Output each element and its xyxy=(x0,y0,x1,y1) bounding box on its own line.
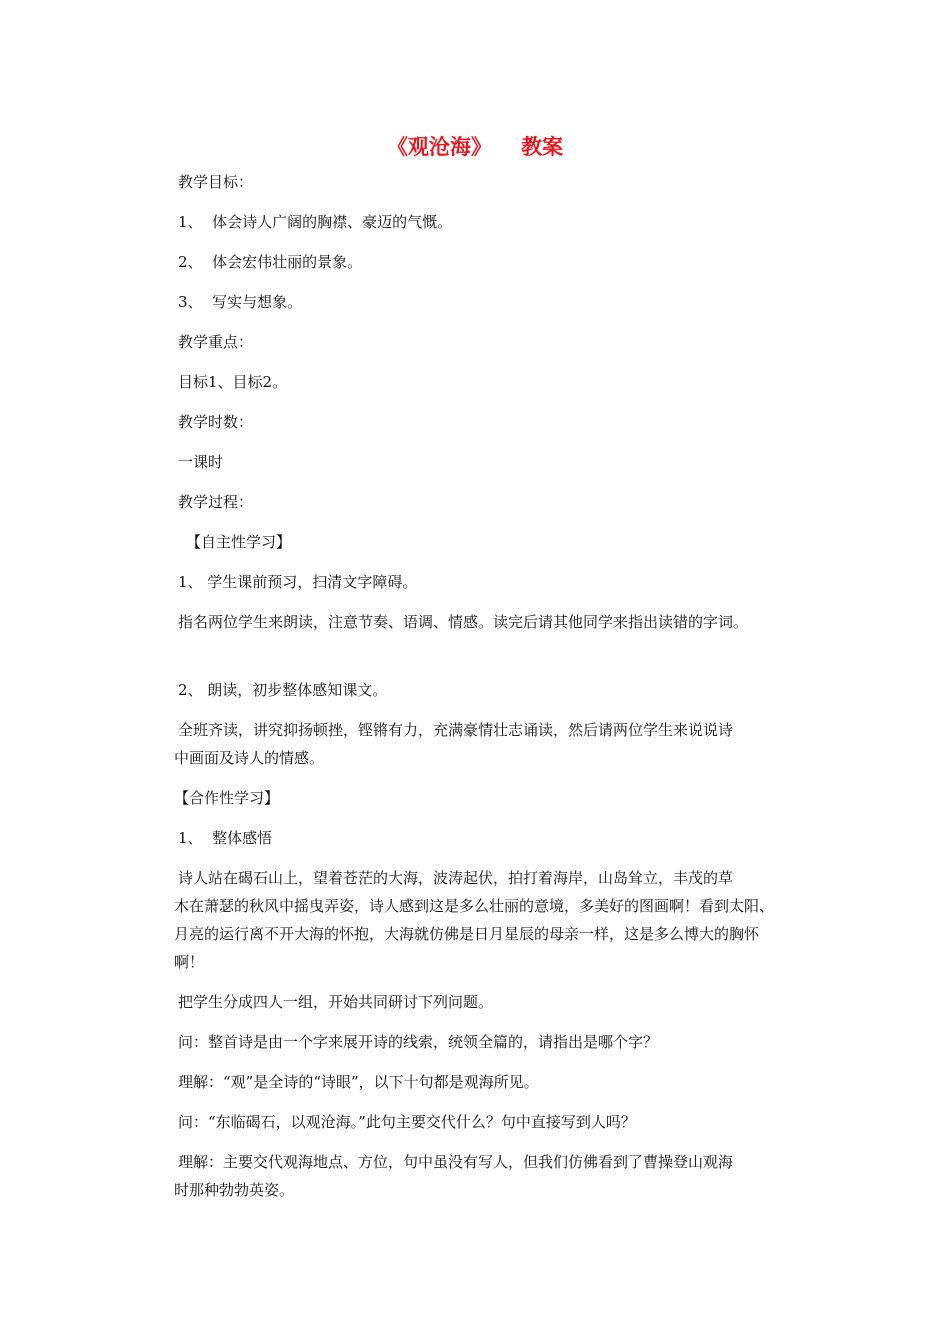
paragraph-poet-line-2: 木在萧瑟的秋风中摇曳弄姿，诗人感到这是多么壮丽的意境，多美好的图画啊！看到太阳、 xyxy=(174,897,775,915)
heading-teaching-goals: 教学目标： xyxy=(178,173,254,191)
section-cooperative-study: 【合作性学习】 xyxy=(174,789,280,807)
answer-1: 理解：“观”是全诗的“诗眼”，以下十句都是观海所见。 xyxy=(178,1073,539,1091)
question-1: 问：整首诗是由一个字来展开诗的线索，统领全篇的，请指出是哪个字？ xyxy=(178,1033,659,1051)
paragraph-poet-line-1: 诗人站在碣石山上，望着苍茫的大海，波涛起伏，拍打着海岸，山岛耸立，丰茂的草 xyxy=(178,869,734,887)
heading-class-hours: 教学时数： xyxy=(178,413,254,431)
class-hours-text: 一课时 xyxy=(178,453,224,471)
question-2: 问：“东临碣石，以观沧海。”此句主要交代什么？句中直接写到人吗？ xyxy=(178,1113,636,1131)
paragraph-groups: 把学生分成四人一组，开始共同研讨下列问题。 xyxy=(178,993,494,1011)
goal-item-3: 3、 写实与想象。 xyxy=(178,293,303,311)
paragraph-poet-line-4: 啊！ xyxy=(174,953,205,971)
heading-teaching-process: 教学过程： xyxy=(178,493,254,511)
paragraph-class-reading-line-1: 全班齐读，讲究抑扬顿挫，铿锵有力，充满豪情壮志诵读，然后请两位学生来说说诗 xyxy=(178,721,734,739)
paragraph-class-reading-line-2: 中画面及诗人的情感。 xyxy=(174,749,325,767)
section-self-study: 【自主性学习】 xyxy=(186,533,292,551)
paragraph-poet-line-3: 月亮的运行离不开大海的怀抱，大海就仿佛是日月星辰的母亲一样，这是多么博大的胸怀 xyxy=(174,925,760,943)
paragraph-reading: 指名两位学生来朗读，注意节奏、语调、情感。读完后请其他同学来指出读错的字词。 xyxy=(178,613,749,631)
goal-item-2: 2、 体会宏伟壮丽的景象。 xyxy=(178,253,363,271)
goal-item-1: 1、 体会诗人广阔的胸襟、豪迈的气慨。 xyxy=(178,213,453,231)
answer-2-line-1: 理解：主要交代观海地点、方位，句中虽没有写人，但我们仿佛看到了曹操登山观海 xyxy=(178,1153,734,1171)
self-study-item-2: 2、 朗读，初步整体感知课文。 xyxy=(178,681,388,699)
document-title: 《观沧海》 教案 xyxy=(386,135,564,159)
answer-2-line-2: 时那种勃勃英姿。 xyxy=(174,1181,295,1199)
cooperative-item-1: 1、 整体感悟 xyxy=(178,829,273,847)
key-points-text: 目标1、目标2。 xyxy=(178,373,288,391)
heading-key-points: 教学重点： xyxy=(178,333,254,351)
self-study-item-1: 1、 学生课前预习，扫清文字障碍。 xyxy=(178,573,418,591)
